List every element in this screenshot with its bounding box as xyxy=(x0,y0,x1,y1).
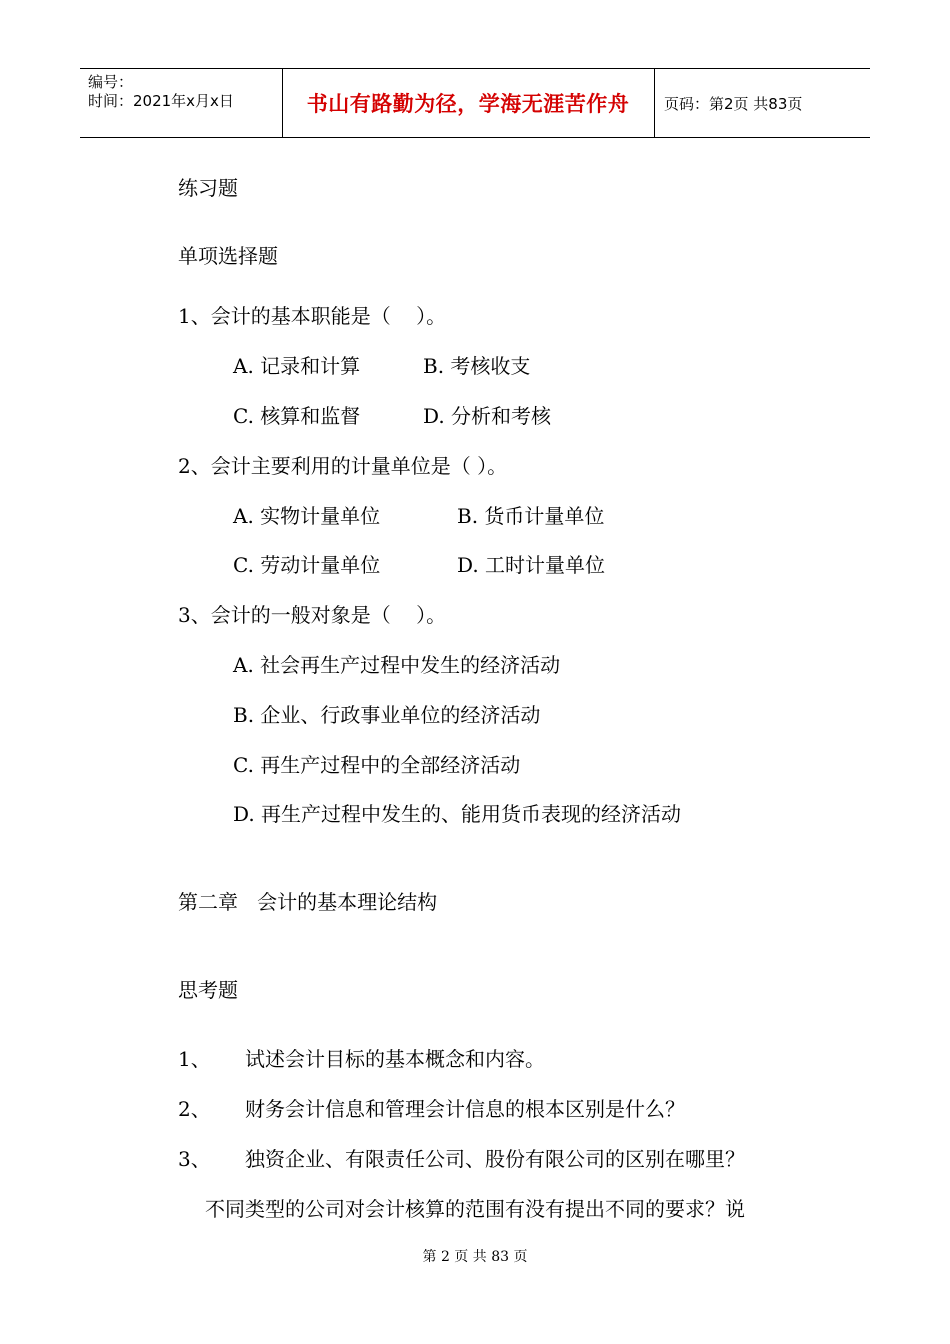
thinking-1-text: 试述会计目标的基本概念和内容。 xyxy=(245,1047,545,1071)
q3-option-a: A. 社会再生产过程中发生的经济活动 xyxy=(233,653,561,677)
thinking-1-number: 1、 xyxy=(178,1047,211,1071)
question-1: 1、会计的基本职能是（ ）。 xyxy=(178,304,447,328)
q1-option-c: C. 核算和监督 xyxy=(233,404,361,428)
q3-option-b: B. 企业、行政事业单位的经济活动 xyxy=(233,703,541,727)
q2-option-c: C. 劳动计量单位 xyxy=(233,553,381,577)
thinking-2-number: 2、 xyxy=(178,1097,211,1121)
section-single-choice: 单项选择题 xyxy=(178,244,278,268)
time-label: 时间：2021年x月x日 xyxy=(88,92,234,110)
q2-option-d: D. 工时计量单位 xyxy=(457,553,606,577)
thinking-3-number: 3、 xyxy=(178,1147,211,1171)
q2-option-a: A. 实物计量单位 xyxy=(233,504,381,528)
thinking-3-text: 独资企业、有限责任公司、股份有限公司的区别在哪里？ xyxy=(245,1147,745,1171)
q1-option-d: D. 分析和考核 xyxy=(423,404,552,428)
page-footer: 第 2 页 共 83 页 xyxy=(422,1249,528,1265)
section-exercises: 练习题 xyxy=(178,176,238,200)
q1-option-b: B. 考核收支 xyxy=(423,354,531,378)
header-divider xyxy=(654,69,655,137)
q1-option-a: A. 记录和计算 xyxy=(233,354,361,378)
header-page-info: 页码：第2页 共83页 xyxy=(664,95,803,113)
chapter-title: 第二章 会计的基本理论结构 xyxy=(178,890,438,914)
page-header xyxy=(80,68,870,138)
thinking-3-continuation: 不同类型的公司对会计核算的范围有没有提出不同的要求？说 xyxy=(205,1197,745,1221)
q3-option-d: D. 再生产过程中发生的、能用货币表现的经济活动 xyxy=(233,802,682,826)
number-label: 编号： xyxy=(88,73,134,91)
q3-option-c: C. 再生产过程中的全部经济活动 xyxy=(233,753,521,777)
q2-option-b: B. 货币计量单位 xyxy=(457,504,605,528)
question-2: 2、会计主要利用的计量单位是（ ）。 xyxy=(178,454,508,478)
question-3: 3、会计的一般对象是（ ）。 xyxy=(178,603,447,627)
thinking-2-text: 财务会计信息和管理会计信息的根本区别是什么？ xyxy=(245,1097,685,1121)
header-meta xyxy=(88,73,234,111)
section-thinking: 思考题 xyxy=(178,978,238,1002)
header-motto: 书山有路勤为径，学海无涯苦作舟 xyxy=(306,92,630,116)
